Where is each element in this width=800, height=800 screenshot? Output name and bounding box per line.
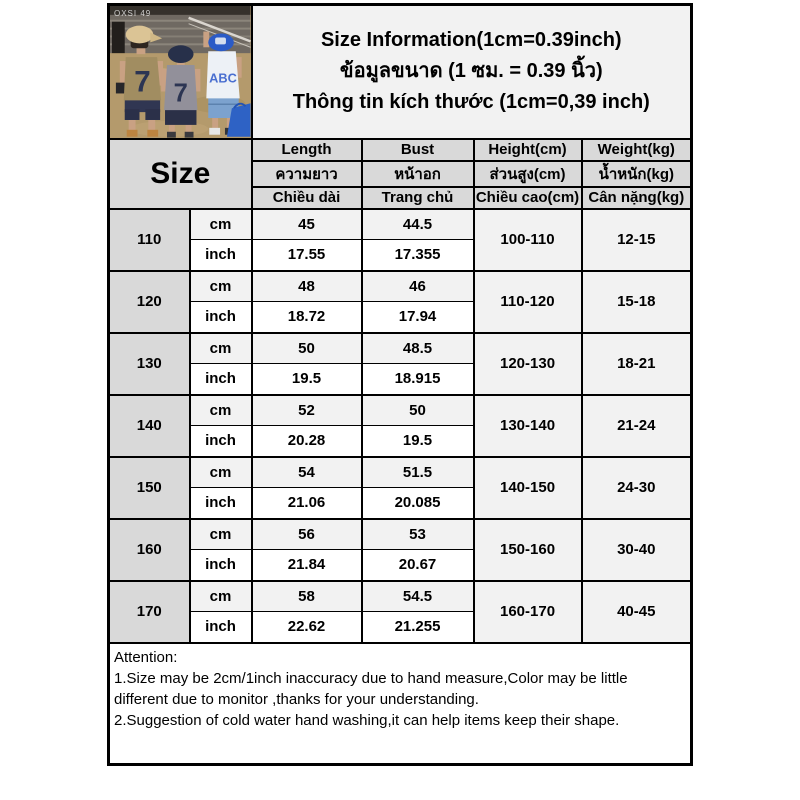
unit-cm: cm bbox=[190, 519, 252, 550]
bust-inch: 18.915 bbox=[362, 364, 474, 395]
unit-cm: cm bbox=[190, 333, 252, 364]
weight-range: 12-15 bbox=[582, 209, 692, 271]
table-row bbox=[109, 333, 692, 364]
weight-range: 30-40 bbox=[582, 519, 692, 581]
unit-inch: inch bbox=[190, 612, 252, 643]
unit-inch: inch bbox=[190, 426, 252, 457]
table-row bbox=[109, 457, 692, 488]
unit-inch: inch bbox=[190, 550, 252, 581]
svg-text:7: 7 bbox=[134, 65, 151, 99]
size-value: 140 bbox=[109, 395, 190, 457]
bust-inch: 19.5 bbox=[362, 426, 474, 457]
length-cm: 58 bbox=[252, 581, 362, 612]
length-cm: 56 bbox=[252, 519, 362, 550]
header-weight-vi: Cân nặng(kg) bbox=[582, 187, 692, 209]
bust-cm: 53 bbox=[362, 519, 474, 550]
size-value: 110 bbox=[109, 209, 190, 271]
bust-cm: 50 bbox=[362, 395, 474, 426]
length-inch: 22.62 bbox=[252, 612, 362, 643]
table-row bbox=[109, 581, 692, 612]
height-range: 120-130 bbox=[474, 333, 582, 395]
weight-range: 15-18 bbox=[582, 271, 692, 333]
size-table bbox=[107, 3, 693, 766]
header-length-en: Length bbox=[252, 139, 362, 161]
unit-cm: cm bbox=[190, 395, 252, 426]
unit-cm: cm bbox=[190, 581, 252, 612]
length-inch: 19.5 bbox=[252, 364, 362, 395]
header-bust-th: หน้าอก bbox=[362, 161, 474, 187]
bust-inch: 17.355 bbox=[362, 240, 474, 271]
bust-cm: 46 bbox=[362, 271, 474, 302]
title-english: Size Information(1cm=0.39inch) bbox=[320, 29, 622, 52]
unit-inch: inch bbox=[190, 488, 252, 519]
size-column-header: Size bbox=[109, 139, 252, 209]
bust-cm: 44.5 bbox=[362, 209, 474, 240]
length-inch: 17.55 bbox=[252, 240, 362, 271]
table-row bbox=[109, 395, 692, 426]
header-weight-th: น้ำหนัก(kg) bbox=[582, 161, 692, 187]
attention-title: Attention: bbox=[114, 648, 178, 666]
unit-inch: inch bbox=[190, 302, 252, 333]
product-photo bbox=[109, 5, 252, 139]
height-range: 160-170 bbox=[474, 581, 582, 643]
length-cm: 52 bbox=[252, 395, 362, 426]
height-range: 140-150 bbox=[474, 457, 582, 519]
header-height-th: ส่วนสูง(cm) bbox=[474, 161, 582, 187]
attention-line-2: 2.Suggestion of cold water hand washing,it can help items keep their shape. bbox=[114, 711, 620, 729]
svg-text:7: 7 bbox=[173, 79, 188, 108]
length-cm: 50 bbox=[252, 333, 362, 364]
header-bust-en: Bust bbox=[362, 139, 474, 161]
header-height-en: Height(cm) bbox=[474, 139, 582, 161]
size-value: 130 bbox=[109, 333, 190, 395]
header-length-vi: Chiều dài bbox=[252, 187, 362, 209]
bust-inch: 20.085 bbox=[362, 488, 474, 519]
bust-cm: 51.5 bbox=[362, 457, 474, 488]
svg-text:ABC: ABC bbox=[209, 70, 237, 86]
unit-cm: cm bbox=[190, 209, 252, 240]
unit-cm: cm bbox=[190, 457, 252, 488]
length-inch: 21.84 bbox=[252, 550, 362, 581]
height-range: 150-160 bbox=[474, 519, 582, 581]
length-inch: 20.28 bbox=[252, 426, 362, 457]
length-cm: 48 bbox=[252, 271, 362, 302]
title-vietnamese: Thông tin kích thước (1cm=0,39 inch) bbox=[292, 91, 650, 114]
unit-inch: inch bbox=[190, 364, 252, 395]
header-bust-vi: Trang chủ bbox=[362, 187, 474, 209]
header-weight-en: Weight(kg) bbox=[582, 139, 692, 161]
length-cm: 54 bbox=[252, 457, 362, 488]
bust-inch: 21.255 bbox=[362, 612, 474, 643]
table-row bbox=[109, 271, 692, 302]
weight-range: 24-30 bbox=[582, 457, 692, 519]
attention-note bbox=[109, 643, 692, 765]
bust-inch: 17.94 bbox=[362, 302, 474, 333]
height-range: 110-120 bbox=[474, 271, 582, 333]
size-value: 170 bbox=[109, 581, 190, 643]
size-value: 150 bbox=[109, 457, 190, 519]
title-thai: ข้อมูลขนาด (1 ซม. = 0.39 นิ้ว) bbox=[339, 60, 603, 83]
unit-cm: cm bbox=[190, 271, 252, 302]
size-value: 120 bbox=[109, 271, 190, 333]
unit-inch: inch bbox=[190, 240, 252, 271]
height-range: 130-140 bbox=[474, 395, 582, 457]
height-range: 100-110 bbox=[474, 209, 582, 271]
length-inch: 18.72 bbox=[252, 302, 362, 333]
bust-cm: 48.5 bbox=[362, 333, 474, 364]
photo-watermark: OXSI 49 bbox=[114, 9, 152, 18]
weight-range: 21-24 bbox=[582, 395, 692, 457]
bust-inch: 20.67 bbox=[362, 550, 474, 581]
weight-range: 18-21 bbox=[582, 333, 692, 395]
title-block bbox=[252, 5, 692, 139]
kids-photo-illustration bbox=[110, 6, 251, 138]
attention-line-1: 1.Size may be 2cm/1inch inaccuracy due to hand measure,Color may be little different due to monitor ,thanks for your understanding. bbox=[114, 669, 628, 708]
weight-range: 40-45 bbox=[582, 581, 692, 643]
size-value: 160 bbox=[109, 519, 190, 581]
bust-cm: 54.5 bbox=[362, 581, 474, 612]
table-row bbox=[109, 209, 692, 240]
table-row bbox=[109, 519, 692, 550]
header-height-vi: Chiều cao(cm) bbox=[474, 187, 582, 209]
length-inch: 21.06 bbox=[252, 488, 362, 519]
header-length-th: ความยาว bbox=[252, 161, 362, 187]
length-cm: 45 bbox=[252, 209, 362, 240]
